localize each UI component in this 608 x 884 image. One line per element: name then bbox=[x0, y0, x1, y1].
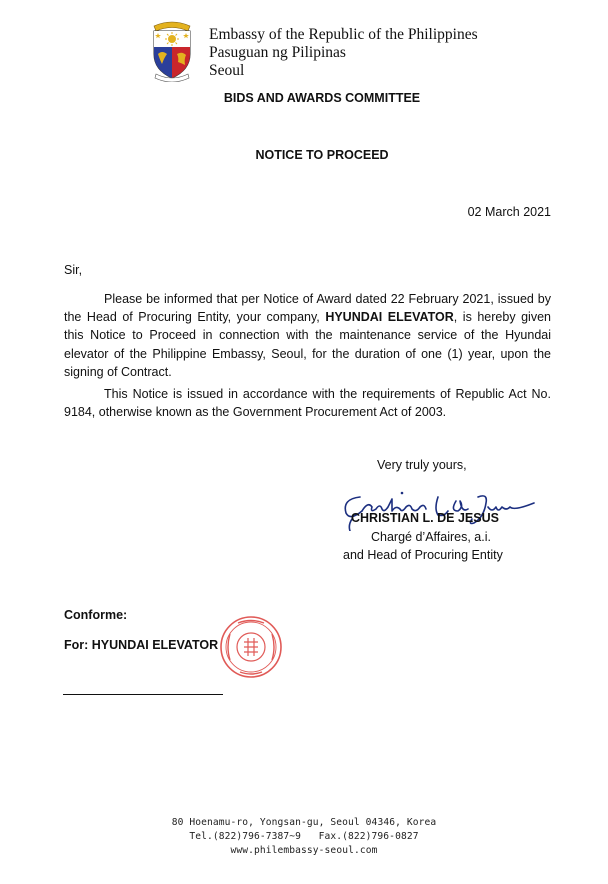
footer-address: 80 Hoenamu-ro, Yongsan-gu, Seoul 04346, Korea bbox=[171, 817, 437, 828]
paragraph-notice bbox=[64, 290, 551, 381]
committee-heading: BIDS AND AWARDS COMMITTEE bbox=[223, 91, 421, 105]
company-seal-stamp-icon bbox=[218, 614, 284, 680]
paragraph-legal-basis bbox=[64, 385, 551, 421]
signatory-title: Chargé d’Affaires, a.i. bbox=[371, 530, 491, 544]
signatory-role: and Head of Procuring Entity bbox=[343, 548, 503, 562]
letter-date: 02 March 2021 bbox=[467, 205, 551, 219]
salutation: Sir, bbox=[64, 263, 83, 277]
philippine-seal-icon bbox=[140, 18, 204, 82]
footer-website: www.philembassy-seoul.com bbox=[230, 845, 378, 856]
embassy-name: Embassy of the Republic of the Philippines bbox=[209, 26, 478, 43]
paragraph-notice-before: Please be informed that per Notice of Award dated 22 February 2021, issued by the Head of Procuring Entity, your company, bbox=[64, 292, 551, 325]
company-name: HYUNDAI ELEVATOR bbox=[325, 310, 454, 325]
document-title: NOTICE TO PROCEED bbox=[255, 148, 389, 162]
paragraph-legal-basis-text: This Notice is issued in accordance with the requirements of Republic Act No. 9184, otherwise known as the Government Procurement Act of 2003. bbox=[64, 387, 551, 420]
closing-line: Very truly yours, bbox=[377, 458, 467, 472]
embassy-name-filipino: Pasuguan ng Pilipinas bbox=[209, 44, 346, 61]
footer-phone: Tel.(822)796-7387~9 Fax.(822)796-0827 bbox=[189, 831, 419, 842]
paragraph-notice-after: , is hereby given this Notice to Proceed in connection with the maintenance service of the Hyundai elevator of the Philippine Embassy, Seoul, for the duration of one (1) year, upon the signing of Contract. bbox=[64, 310, 551, 379]
signatory-name: CHRISTIAN L. DE JESUS bbox=[351, 511, 499, 525]
conforme-label: Conforme: bbox=[64, 608, 128, 622]
for-label: For: bbox=[64, 638, 92, 652]
conforme-company-name: HYUNDAI ELEVATOR bbox=[91, 638, 219, 652]
conforme-signature-line bbox=[63, 694, 223, 695]
conforme-company-line bbox=[64, 638, 218, 652]
embassy-city: Seoul bbox=[209, 62, 245, 79]
